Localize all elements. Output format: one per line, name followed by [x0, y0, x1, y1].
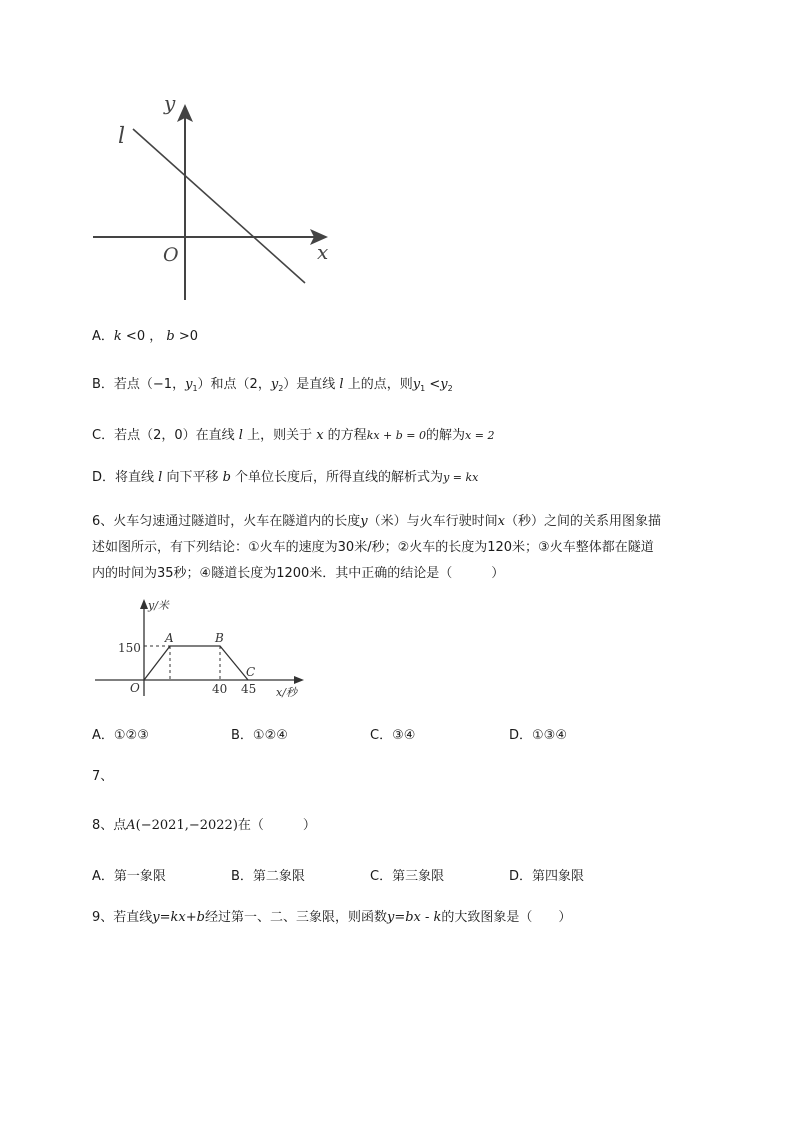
var-y: y [270, 377, 279, 392]
text: 在（ ） [237, 818, 316, 833]
point-b-label: B [215, 631, 224, 645]
equation: y = kx [443, 471, 479, 484]
q6-option-a: A．①②③ [92, 728, 149, 743]
train-tunnel-graph [90, 592, 320, 704]
equation-2: y=bx - k [386, 910, 442, 925]
var-x: x [316, 428, 324, 443]
text: 上，则关于 [242, 428, 317, 443]
solution: x = 2 [465, 429, 495, 442]
q6-line-1 [92, 510, 661, 529]
q8-option-c: C．第三象限 [370, 869, 445, 884]
text: D．将直线 [92, 470, 159, 485]
text: 的大致图象是（ ） [441, 910, 572, 925]
y-axis-arrow [140, 599, 148, 609]
text: C．若点（2，0）在直线 [92, 428, 239, 443]
var-y: y [440, 377, 448, 392]
text: 的解为 [426, 428, 466, 443]
text: <0 ， [121, 329, 167, 344]
var-y: y [360, 514, 368, 529]
x-tick-45: 45 [241, 682, 257, 696]
q8-question [92, 814, 316, 833]
var-l: l [158, 470, 163, 485]
y-tick-150: 150 [118, 641, 141, 655]
equation: kx + b = 0 [366, 429, 427, 442]
figure-line-l-graph [88, 88, 348, 308]
var-b: b [166, 329, 175, 344]
q8-option-d: D．第四象限 [509, 869, 585, 884]
graph-polyline [144, 646, 248, 680]
text: ）是直线 [283, 377, 340, 392]
text: >0 [174, 329, 198, 344]
subscript: 2 [447, 384, 453, 393]
line-l [133, 129, 305, 283]
q8-option-b: B．第二象限 [231, 869, 305, 884]
var-b: b [222, 470, 231, 485]
q6-option-c: C．③④ [370, 728, 416, 743]
text: 向下平移 [162, 470, 223, 485]
point-a: A [126, 818, 136, 833]
y-axis-label: y [164, 91, 176, 115]
text: 的方程 [323, 428, 367, 443]
text: （秒）之间的关系用图象描 [505, 514, 662, 529]
q7-label: 7、 [92, 769, 114, 784]
point-a-label: A [165, 631, 174, 645]
text: < [425, 377, 441, 392]
x-axis-label: x [317, 240, 329, 264]
var-k: k [113, 329, 122, 344]
q5-option-a [92, 325, 198, 344]
point-c-label: C [246, 665, 256, 679]
x-axis-label: x/秒 [276, 686, 297, 699]
q6-option-b: B．①②④ [231, 728, 288, 743]
x-tick-40: 40 [212, 682, 228, 696]
line-l-label: l [118, 124, 126, 149]
subscript: 2 [278, 384, 284, 393]
text: 8、点 [92, 818, 127, 833]
coordinates: (−2021,−2022) [135, 818, 238, 833]
text: 经过第一、二、三象限，则函数 [204, 910, 387, 925]
text: 上的点，则 [343, 377, 413, 392]
q6-option-d: D．①③④ [509, 728, 567, 743]
option-a-prefix: A． [92, 329, 114, 344]
text: ）和点（2， [197, 377, 271, 392]
q8-option-a: A．第一象限 [92, 869, 166, 884]
text: B．若点（−1， [92, 377, 186, 392]
q5-option-b [92, 373, 453, 393]
subscript: 1 [420, 384, 426, 393]
var-y: y [412, 377, 421, 392]
q5-option-c [92, 424, 494, 443]
text: 6、火车匀速通过隧道时，火车在隧道内的长度 [92, 514, 361, 529]
var-l: l [339, 377, 344, 392]
subscript: 1 [192, 384, 198, 393]
y-axis-label: y/米 [148, 599, 169, 612]
equation-1: y=kx+b [152, 910, 205, 925]
text: 9、若直线 [92, 910, 153, 925]
q6-line-3: 内的时间为35秒；④隧道长度为1200米．其中正确的结论是（ ） [92, 566, 505, 581]
var-x: x [497, 514, 505, 529]
x-axis-arrow [294, 676, 304, 684]
text: 个单位长度后，所得直线的解析式为 [230, 470, 444, 485]
origin-label: O [163, 244, 179, 266]
q6-line-2: 述如图所示，有下列结论：①火车的速度为30米/秒；②火车的长度为120米；③火车整体都在隧道 [92, 540, 654, 555]
q9-question [92, 906, 571, 925]
var-l: l [238, 428, 243, 443]
origin-label: O [130, 681, 140, 695]
q5-option-d [92, 466, 478, 485]
text: （米）与火车行驶时间 [367, 514, 498, 529]
var-y: y [185, 377, 193, 392]
